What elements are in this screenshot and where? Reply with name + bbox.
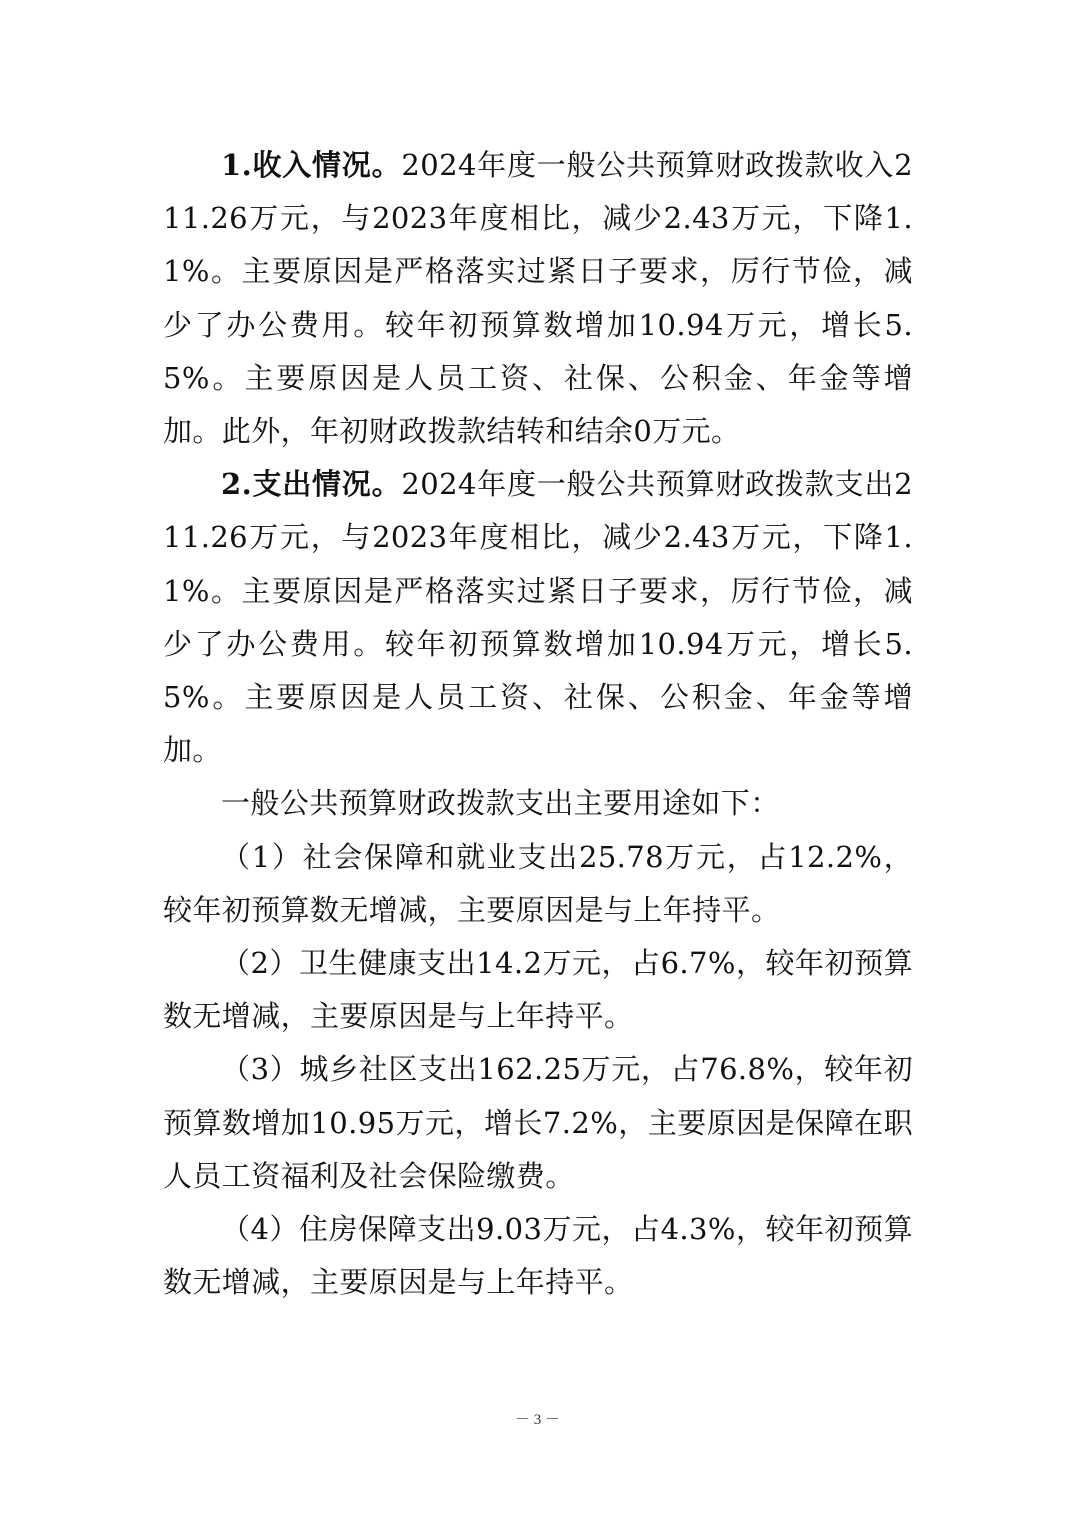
usage-item-housing: （4）住房保障支出9.03万元，占4.3%，较年初预算数无增减，主要原因是与上年持平。: [163, 1212, 913, 1300]
income-paragraph: [163, 139, 913, 458]
document-body: [163, 139, 913, 1309]
income-heading: 1.收入情况。: [221, 148, 402, 182]
usage-item-urban-rural: （3）城乡社区支出162.25万元，占76.8%，较年初预算数增加10.95万元，增长7.2%，主要原因是保障在职人员工资福利及社会保险缴费。: [163, 1052, 913, 1193]
expenditure-text: 2024年度一般公共预算财政拨款支出211.26万元，与2023年度相比，减少2.43万元，下降1.1%。主要原因是严格落实过紧日子要求，厉行节俭，减少了办公费用。较年初预算数增加10.94万元，增长5.5%。主要原因是人员工资、社保、公积金、年金等增加。: [163, 467, 914, 768]
expenditure-paragraph: [163, 458, 913, 777]
usage-item-health: （2）卫生健康支出14.2万元，占6.7%，较年初预算数无增减，主要原因是与上年持平。: [163, 946, 913, 1034]
page-number: － 3 －: [514, 1412, 560, 1428]
usage-intro: 一般公共预算财政拨款支出主要用途如下：: [221, 786, 780, 821]
expenditure-heading: 2.支出情况。: [221, 467, 402, 502]
income-text: 2024年度一般公共预算财政拨款收入211.26万元，与2023年度相比，减少2.43万元，下降1.1%。主要原因是严格落实过紧日子要求，厉行节俭，减少了办公费用。较年初预算数增加10.94万元，增长5.5%。主要原因是人员工资、社保、公积金、年金等增加。此外，年初财政拨款结转和结余0万元。: [163, 148, 914, 449]
usage-item-social-security: （1）社会保障和就业支出25.78万元，占12.2%，较年初预算数无增减，主要原因是与上年持平。: [163, 839, 913, 927]
